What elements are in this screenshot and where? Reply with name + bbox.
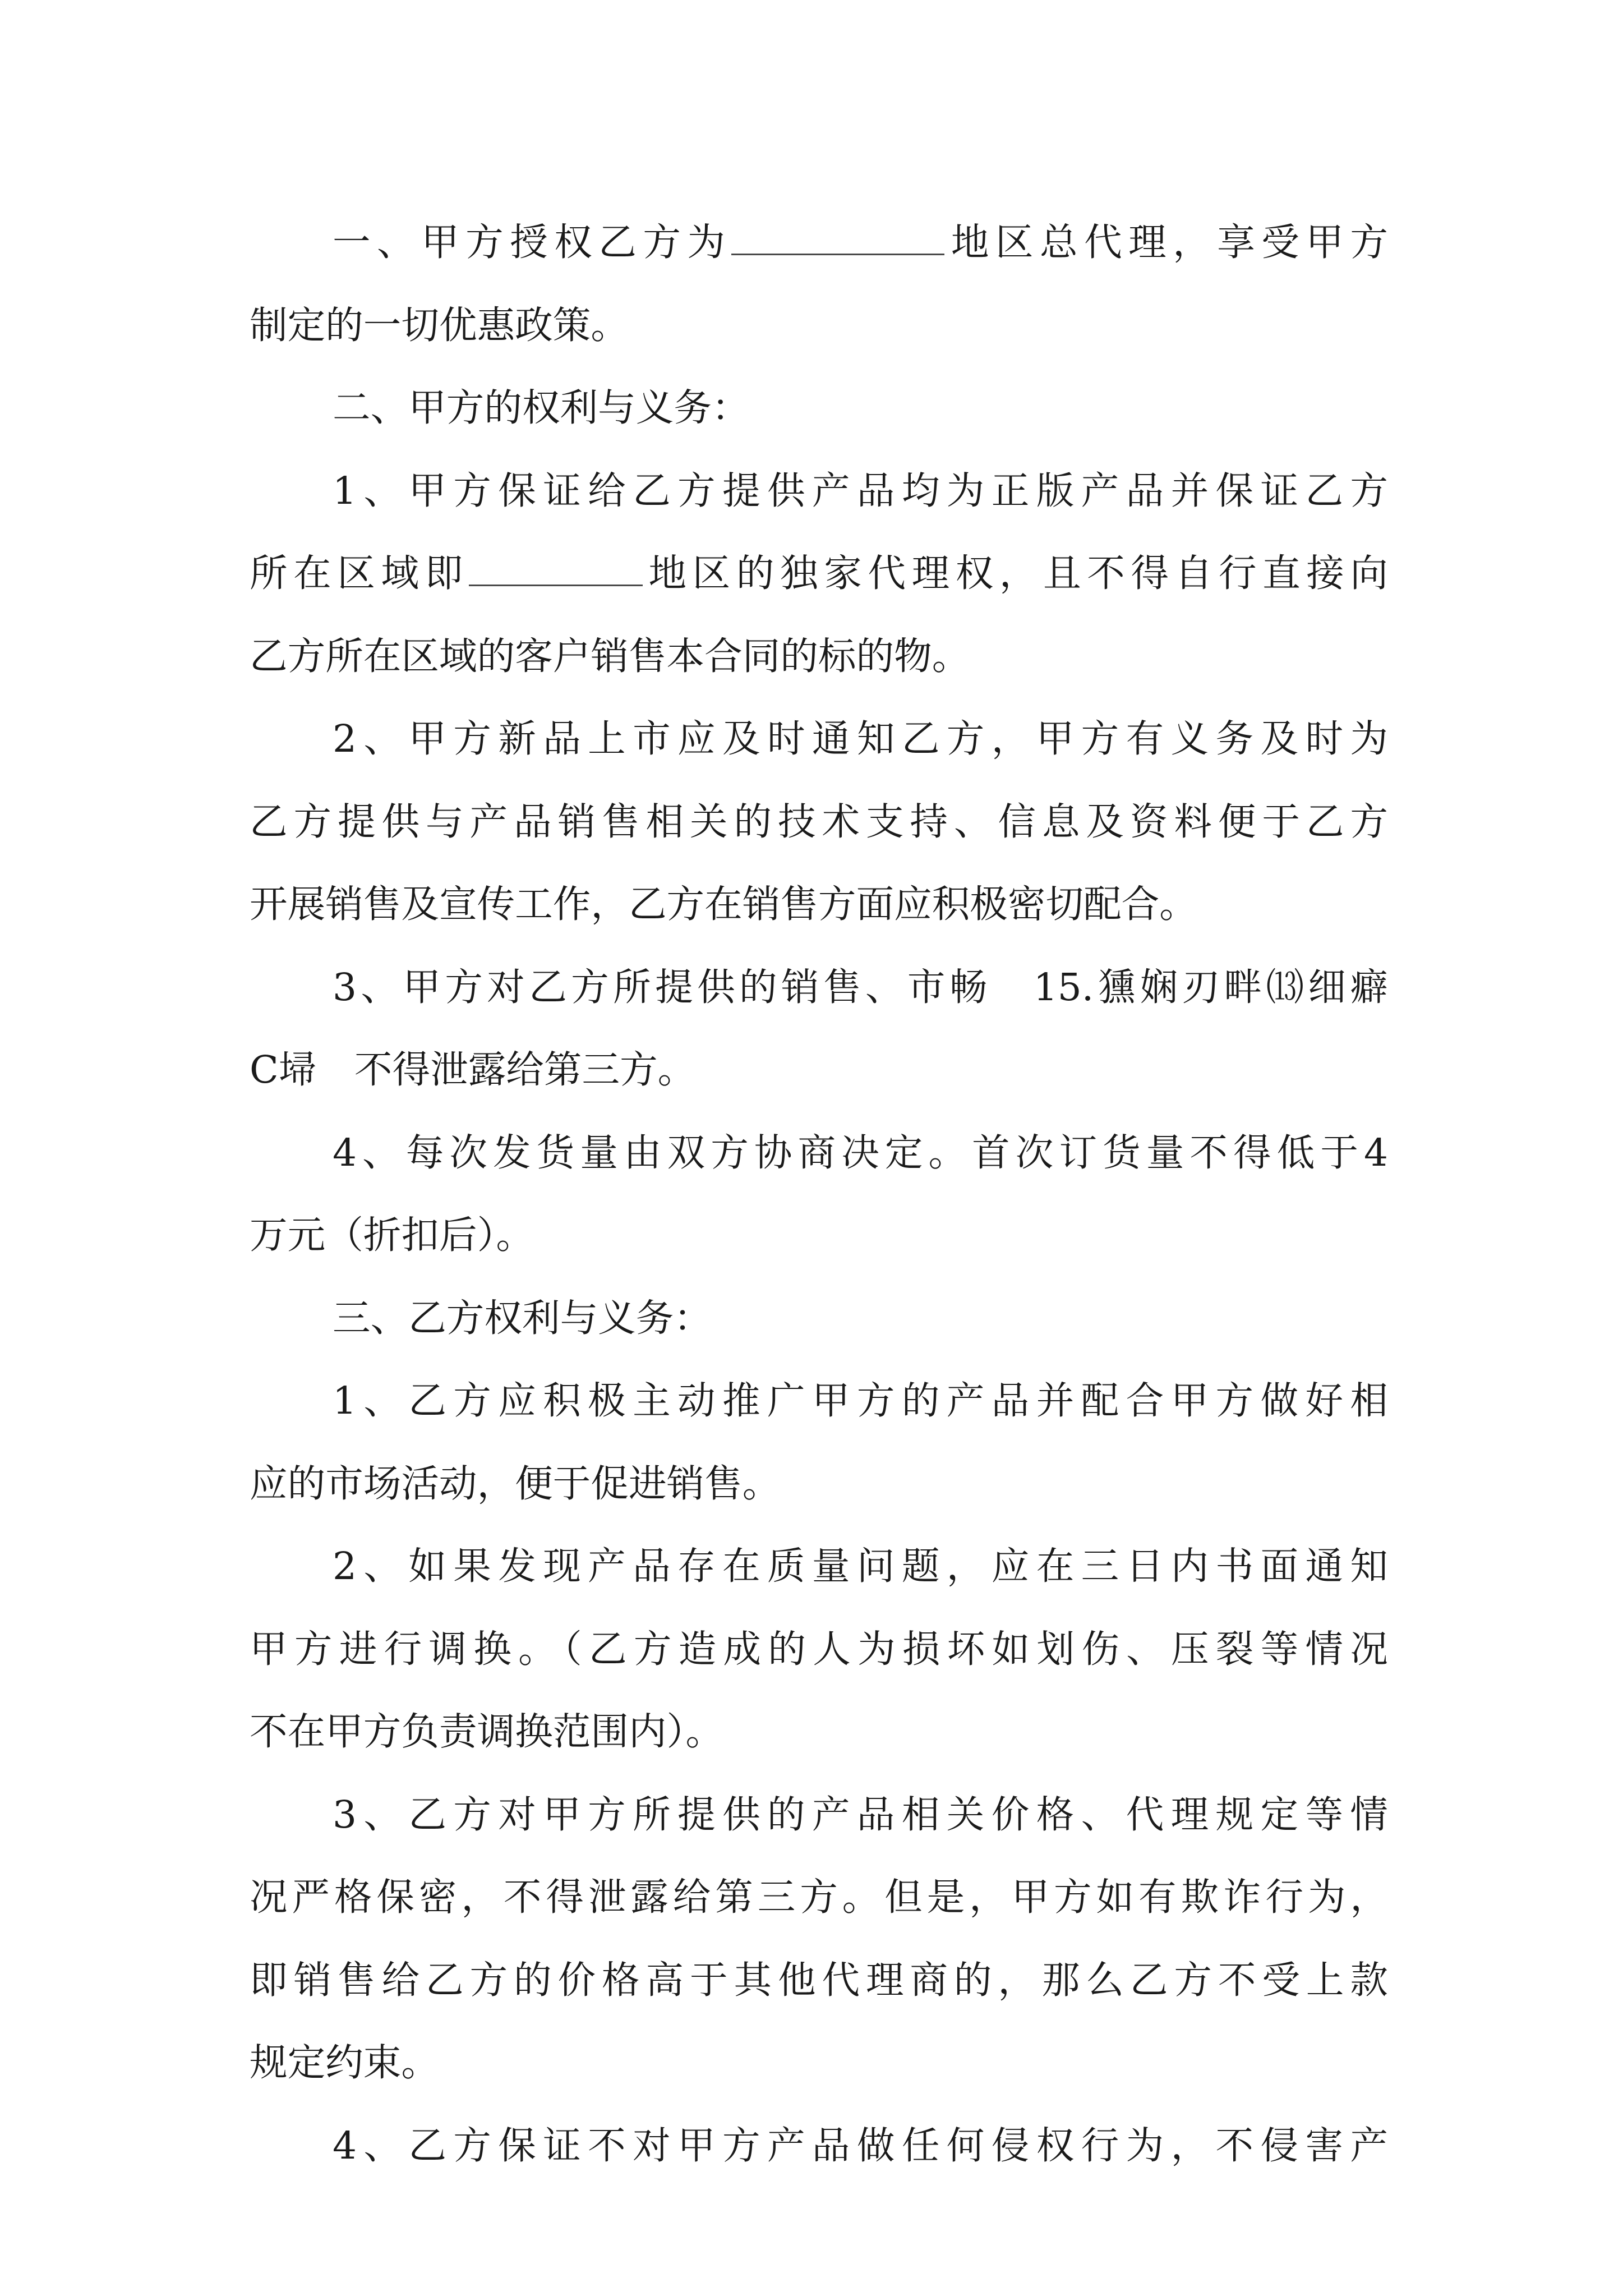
section-2-item-2-line-2: 乙方提供与产品销售相关的技术支持、信息及资料便于乙方 [250, 799, 1388, 844]
blank-region-field [731, 220, 944, 255]
section-2-item-1-line-2 [250, 532, 1388, 615]
section-3-item-1-line-1: 1、乙方应积极主动推广甲方的产品并配合甲方做好相 [333, 1378, 1388, 1423]
section-2-item-4-line-1: 4、每次发货量由双方协商决定。首次订货量不得低于4 [333, 1130, 1388, 1175]
section-2-heading: 二、甲方的权利与义务： [333, 385, 750, 430]
section-3-item-3-line-1: 3、乙方对甲方所提供的产品相关价格、代理规定等情 [333, 1792, 1388, 1837]
section-2-item-1-line-1: 1、甲方保证给乙方提供产品均为正版产品并保证乙方 [333, 468, 1388, 513]
clause-text: 地区总代理，享受甲方 [944, 220, 1388, 264]
section-3-item-3-line-4: 规定约束。 [250, 2040, 439, 2085]
clause-text: 所在区域即 [250, 551, 469, 595]
section-3-item-2-line-1: 2、如果发现产品存在质量问题，应在三日内书面通知 [333, 1544, 1388, 1588]
contract-body [250, 201, 1388, 2187]
clause-1-line-2: 制定的一切优惠政策。 [250, 302, 629, 347]
section-2-item-4-line-2: 万元（折扣后）。 [250, 1213, 534, 1257]
section-2-item-3-line-2: C埽 不得泄露给第三方。 [250, 1047, 696, 1092]
section-3-item-2-line-3: 不在甲方负责调换范围内）。 [250, 1709, 723, 1754]
section-3-item-3-line-2: 况严格保密，不得泄露给第三方。但是，甲方如有欺诈行为， [250, 1875, 1388, 1919]
section-3-item-3-line-3: 即销售给乙方的价格高于其他代理商的，那么乙方不受上款 [250, 1957, 1388, 2002]
clause-1-line-1 [250, 201, 1388, 284]
section-3-item-4-line-1: 4、乙方保证不对甲方产品做任何侵权行为，不侵害产 [333, 2123, 1388, 2168]
clause-text: 地区的独家代理权，且不得自行直接向 [642, 551, 1388, 595]
section-3-heading: 三、乙方权利与义务： [333, 1295, 712, 1340]
section-2-item-1-line-3: 乙方所在区域的客户销售本合同的标的物。 [250, 633, 970, 678]
clause-text: 一、甲方授权乙方为 [333, 220, 732, 264]
blank-region-field [469, 551, 643, 586]
section-2-item-2-line-1: 2、甲方新品上市应及时通知乙方，甲方有义务及时为 [333, 716, 1388, 761]
section-3-item-1-line-2: 应的市场活动，便于促进销售。 [250, 1461, 781, 1506]
section-2-item-3-line-1: 3、甲方对乙方所提供的销售、市畅 15.獯娴刃畔⒀细癖 [333, 964, 1388, 1009]
section-3-item-2-line-2: 甲方进行调换。（乙方造成的人为损坏如划伤、压裂等情况 [250, 1626, 1388, 1671]
section-2-item-2-line-3: 开展销售及宣传工作，乙方在销售方面应积极密切配合。 [250, 882, 1197, 926]
